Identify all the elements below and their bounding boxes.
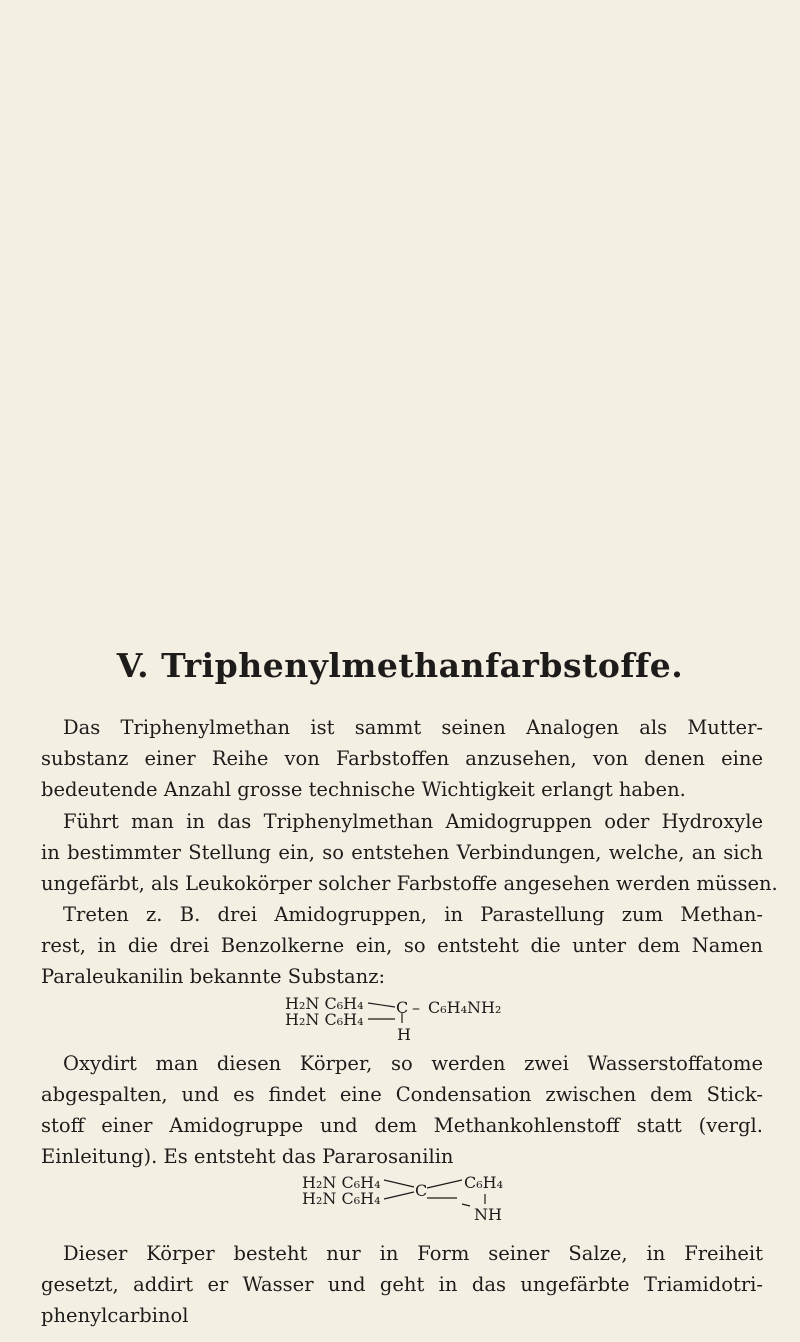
text-line: ungefärbt, als Leukokörper solcher Farbstoffe angesehen werden müssen. bbox=[41, 872, 778, 895]
text-line: substanz einer Reihe von Farbstoffen anzusehen, von denen eine bbox=[41, 747, 763, 770]
text-line: rest, in die drei Benzolkerne ein, so entsteht die unter dem Namen bbox=[41, 934, 763, 957]
paragraph-oxidation bbox=[41, 1048, 763, 1172]
paragraph-intro bbox=[41, 712, 763, 805]
hydrogen-label: H bbox=[397, 1025, 411, 1044]
paragraph-leuko bbox=[41, 806, 778, 992]
group-h2nc6h4-lower: H₂N C₆H₄ bbox=[285, 1010, 364, 1029]
text-line: Paraleukanilin bekannte Substanz: bbox=[41, 965, 386, 988]
text-line: Führt man in das Triphenylmethan Amidogruppen oder Hydroxyle bbox=[63, 810, 763, 833]
text-line: stoff einer Amidogruppe und dem Methankohlenstoff statt (vergl. bbox=[41, 1114, 763, 1137]
group-h2nc6h4-upper: H₂N C₆H₄ bbox=[302, 1173, 381, 1192]
text-line: abgespalten, und es findet eine Condensation zwischen dem Stick- bbox=[41, 1083, 763, 1106]
imino-label: NH bbox=[474, 1205, 502, 1224]
group-c6h4: C₆H₄ bbox=[464, 1173, 504, 1192]
bond-dash: – bbox=[412, 998, 420, 1017]
text-line: phenylcarbinol bbox=[41, 1304, 189, 1327]
paragraph-salts bbox=[41, 1238, 763, 1331]
text-line: Dieser Körper besteht nur in Form seiner Salze, in Freiheit bbox=[63, 1242, 763, 1265]
group-h2nc6h4-lower: H₂N C₆H₄ bbox=[302, 1189, 381, 1208]
group-c6h4nh2: C₆H₄NH₂ bbox=[428, 998, 502, 1017]
carbon-label: C bbox=[396, 998, 409, 1017]
text-line: Einleitung). Es entsteht das Pararosanilin bbox=[41, 1145, 454, 1168]
formula-paraleukanilin bbox=[283, 995, 543, 1047]
text-line: bedeutende Anzahl grosse technische Wichtigkeit erlangt haben. bbox=[41, 778, 686, 801]
text-line: in bestimmter Stellung ein, so entstehen Verbindungen, welche, an sich bbox=[41, 841, 763, 864]
chapter-heading: V. Triphenylmethanfarbstoffe. bbox=[116, 646, 684, 685]
text-line: gesetzt, addirt er Wasser und geht in das ungefärbte Triamidotri- bbox=[41, 1273, 763, 1296]
group-h2nc6h4-upper: H₂N C₆H₄ bbox=[285, 994, 364, 1013]
text-line: Oxydirt man diesen Körper, so werden zwei Wasserstoffatome bbox=[63, 1052, 763, 1075]
carbon-label: C bbox=[415, 1181, 428, 1200]
text-line: Das Triphenylmethan ist sammt seinen Analogen als Mutter- bbox=[63, 716, 763, 739]
text-line: Treten z. B. drei Amidogruppen, in Parastellung zum Methan- bbox=[63, 903, 763, 926]
formula-pararosanilin bbox=[302, 1174, 532, 1230]
